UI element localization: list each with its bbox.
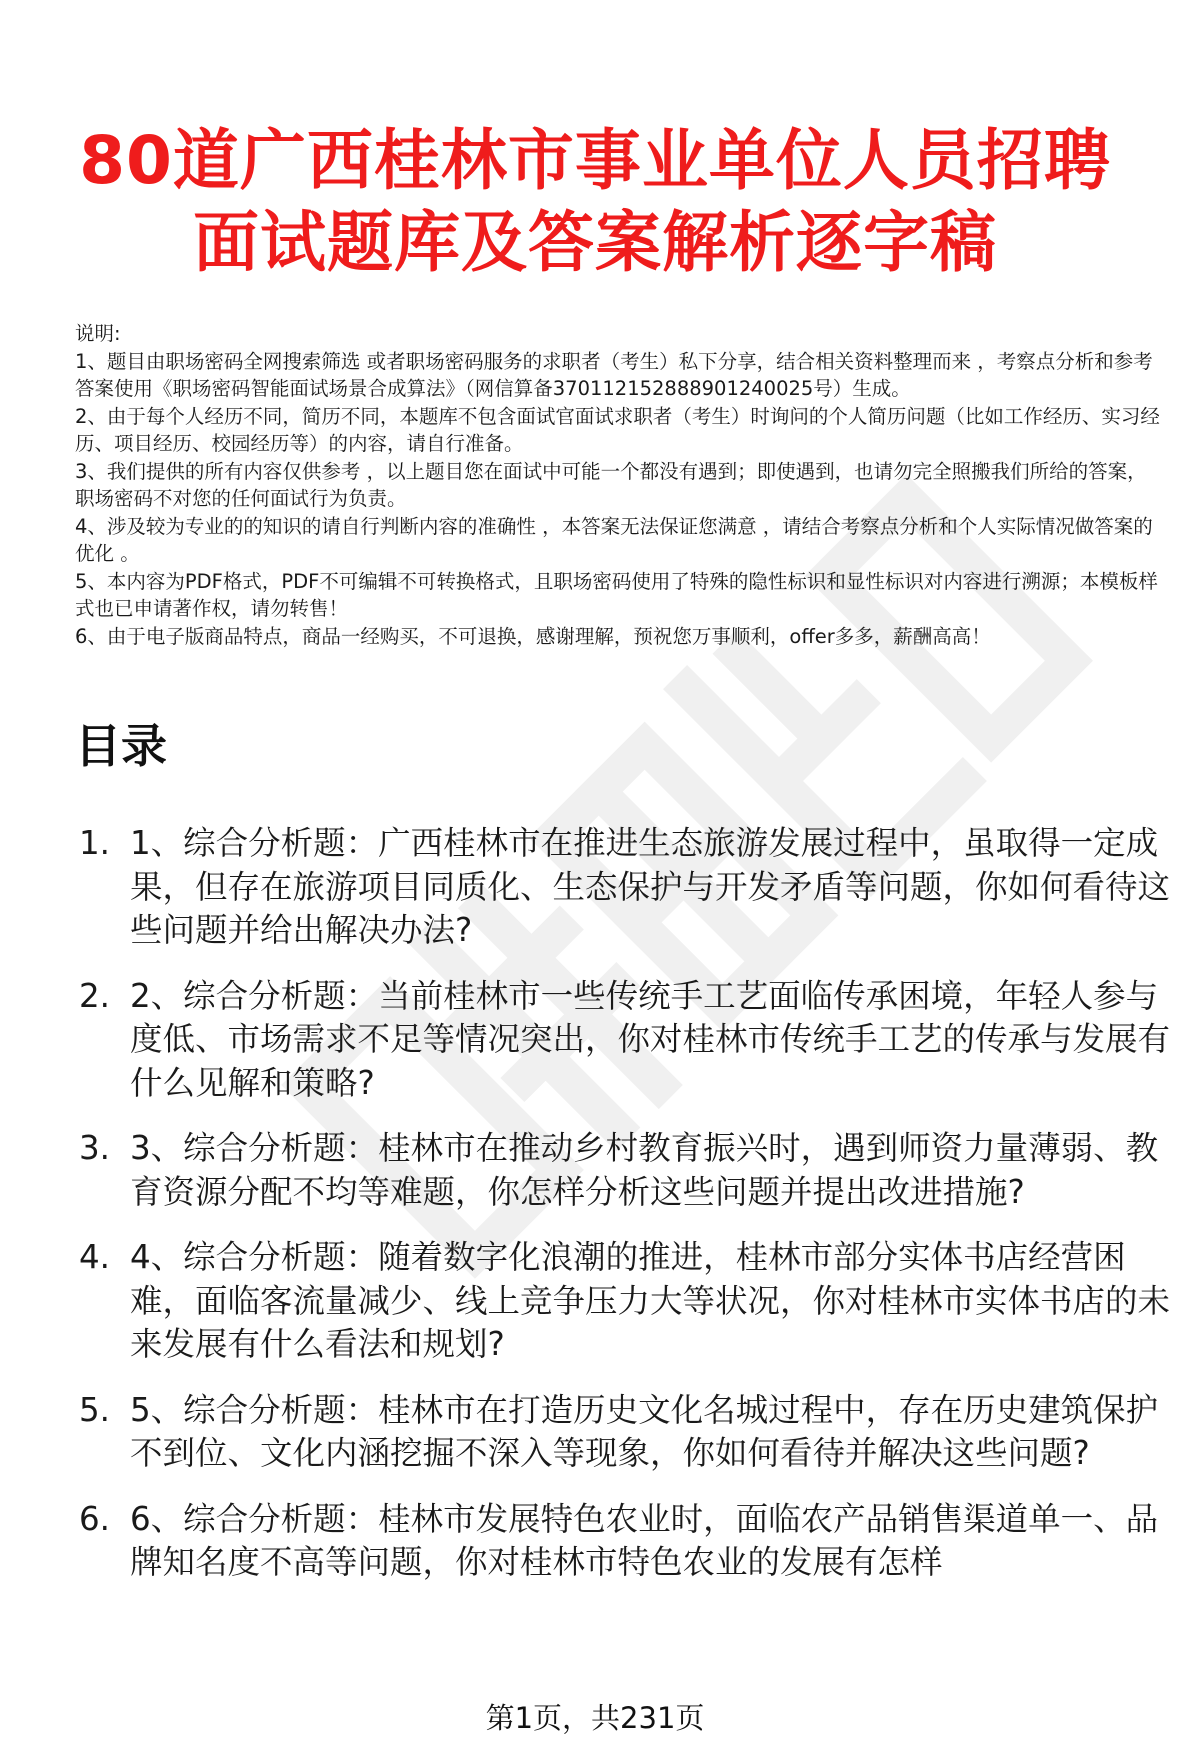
- document-title-line-2: 面试题库及答案解析逐字稿: [193, 204, 997, 281]
- toc-item-number: 5.: [79, 1390, 111, 1429]
- toc-list: [75, 822, 1170, 1607]
- toc-item-number: 1.: [79, 824, 111, 862]
- toc-item-number: 4.: [79, 1238, 111, 1276]
- toc-item[interactable]: [75, 1498, 1170, 1585]
- toc-item[interactable]: [75, 822, 1170, 953]
- instruction-item: 1、题目由职场密码全网搜索筛选 或者职场密码服务的求职者（考生）私下分享，结合相关资料整理而来 ，考察点分析和参考答案使用《职场密码智能面试场景合成算法》（网信算备370112152888901240025号）生成。: [75, 349, 1153, 400]
- toc-item-number: 6.: [79, 1499, 111, 1538]
- toc-item-number: 2.: [79, 976, 111, 1015]
- page-footer: 第1页，共231页: [485, 1701, 705, 1735]
- toc-item-text: 3、综合分析题：桂林市在推动乡村教育振兴时，遇到师资力量薄弱、教育资源分配不均等难题，你怎样分析这些问题并提出改进措施?: [130, 1129, 1159, 1211]
- toc-item[interactable]: [75, 975, 1170, 1106]
- toc-item-text: 1、综合分析题：广西桂林市在推进生态旅游发展过程中，虽取得一定成果，但存在旅游项目同质化、生态保护与开发矛盾等问题，你如何看待这些问题并给出解决办法?: [130, 824, 1171, 949]
- toc-heading: 目录: [75, 719, 167, 773]
- toc-item-text: 4、综合分析题：随着数字化浪潮的推进，桂林市部分实体书店经营困难，面临客流量减少、线上竞争压力大等状况，你对桂林市实体书店的未来发展有什么看法和规划?: [130, 1238, 1171, 1363]
- toc-item-text: 5、综合分析题：桂林市在打造历史文化名城过程中，存在历史建筑保护不到位、文化内涵挖掘不深入等现象，你如何看待并解决这些问题?: [130, 1390, 1159, 1472]
- document-title-line-1: 80道广西桂林市事业单位人员招聘: [79, 122, 1111, 199]
- toc-item-number: 3.: [79, 1129, 111, 1167]
- instructions-section: [75, 320, 1160, 650]
- toc-item-text: 6、综合分析题：桂林市发展特色农业时，面临农产品销售渠道单一、品牌知名度不高等问题，你对桂林市特色农业的发展有怎样: [130, 1499, 1159, 1581]
- instructions-heading: 说明:: [75, 322, 121, 345]
- toc-item[interactable]: [75, 1389, 1170, 1476]
- instruction-item: 4、涉及较为专业的的知识的请自行判断内容的准确性 ，本答案无法保证您满意 ，请结合考察点分析和个人实际情况做答案的优化 。: [75, 514, 1153, 565]
- toc-item[interactable]: [75, 1236, 1170, 1367]
- instruction-item: 6、由于电子版商品特点，商品一经购买，不可退换，感谢理解，预祝您万事顺利，offer多多，薪酬高高！: [75, 624, 991, 648]
- toc-item-text: 2、综合分析题：当前桂林市一些传统手工艺面临传承困境，年轻人参与度低、市场需求不足等情况突出，你对桂林市传统手工艺的传承与发展有什么见解和策略?: [130, 976, 1171, 1102]
- toc-item[interactable]: [75, 1127, 1170, 1214]
- instruction-item: 2、由于每个人经历不同，简历不同，本题库不包含面试官面试求职者（考生）时询问的个人简历问题（比如工作经历、实习经历、项目经历、校园经历等）的内容，请自行准备。: [75, 404, 1160, 455]
- instruction-item: 3、我们提供的所有内容仅供参考 ，以上题目您在面试中可能一个都没有遇到；即使遇到，也请勿完全照搬我们所给的答案，职场密码不对您的任何面试行为负责。: [75, 459, 1147, 510]
- instruction-item: 5、本内容为PDF格式，PDF不可编辑不可转换格式，且职场密码使用了特殊的隐性标识和显性标识对内容进行溯源；本模板样式也已申请著作权，请勿转售！: [75, 569, 1158, 620]
